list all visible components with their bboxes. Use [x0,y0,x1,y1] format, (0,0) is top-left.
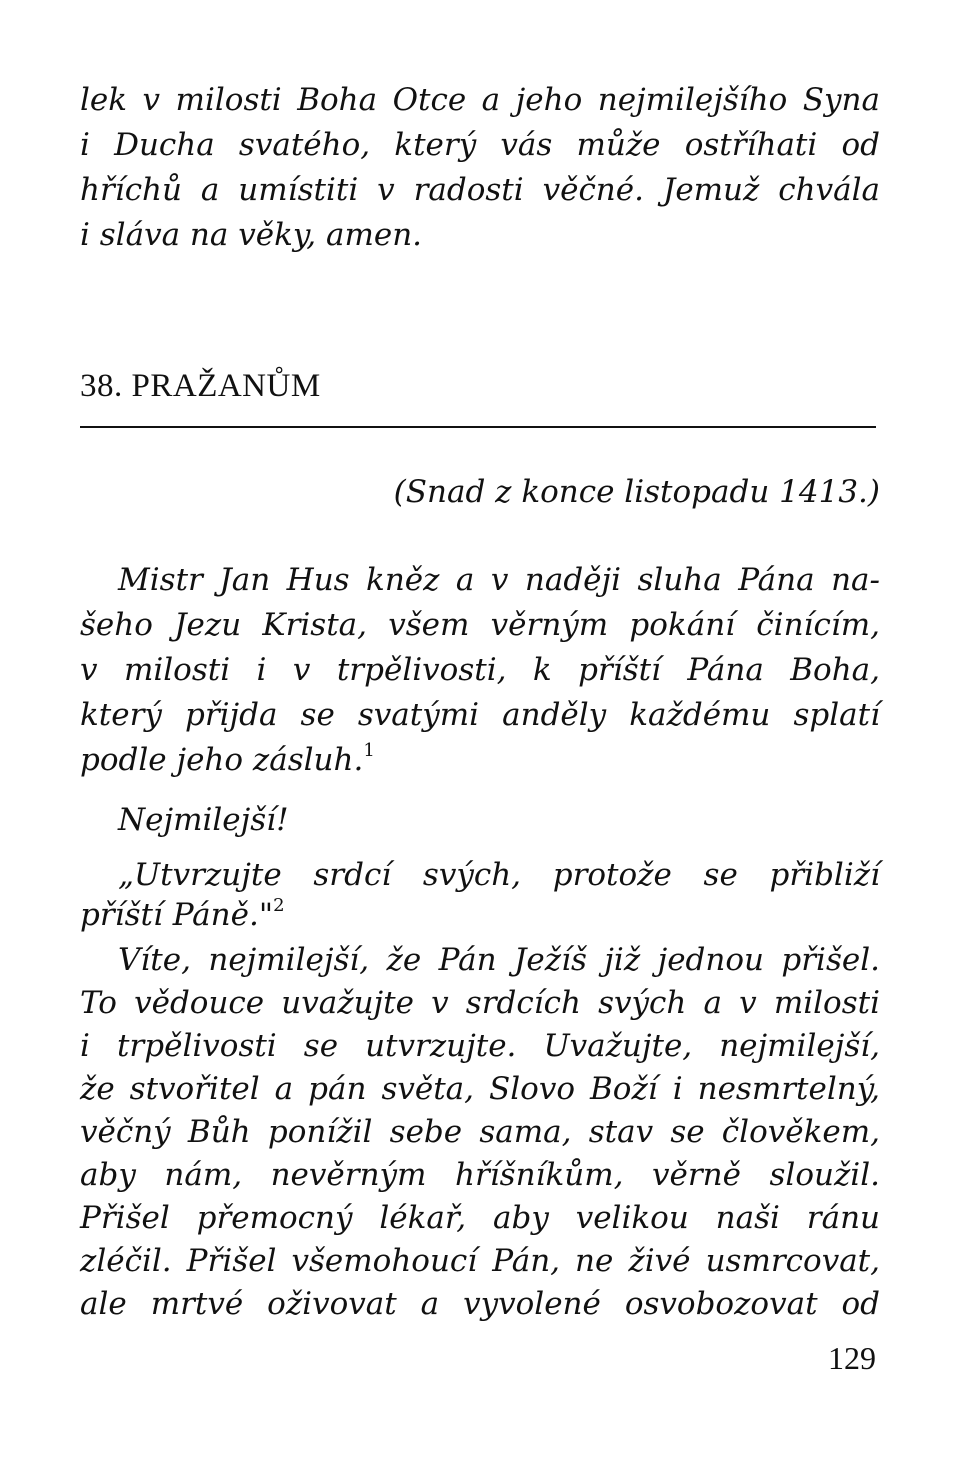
salutation-line-last [80,740,880,780]
heading-divider [80,426,876,428]
body-line: aby nám, nevěrným hříšníkům, věrně sloužil. [80,1157,880,1193]
body-line: Přišel přemocný lékař, aby velikou naši ránu [80,1200,880,1236]
continuation-line: hříchů a umístiti v radosti věčné. Jemuž chvála [80,172,880,208]
salutation-line: šeho Jezu Krista, všem věrným pokání činícím, [80,607,880,643]
body-line: že stvořitel a pán světa, Slovo Boží i nesmrtelný, [80,1071,880,1107]
quote-line-last [80,895,880,935]
footnote-mark: 1 [363,740,375,761]
book-page [80,0,880,1462]
salutation-text: podle jeho zásluh. [80,742,364,778]
quote-line: „Utvrzujte srdcí svých, protože se přibliží [118,857,880,893]
letter-greeting: Nejmilejší! [118,802,289,838]
salutation-line: Mistr Jan Hus kněz a v naději sluha Pána na- [118,562,880,598]
body-line: To vědouce uvažujte v srdcích svých a v milosti [80,985,880,1021]
letter-dateline: (Snad z konce listopadu 1413.) [393,474,880,510]
body-line: Víte, nejmilejší, že Pán Ježíš již jednou přišel. [118,942,880,978]
letter-heading: 38. PRAŽANŮM [80,368,321,404]
body-line: i trpělivosti se utvrzujte. Uvažujte, nejmilejší, [80,1028,880,1064]
salutation-line: v milosti i v trpělivosti, k příští Pána Boha, [80,652,880,688]
page-number: 129 [828,1340,876,1376]
continuation-line: i sláva na věky, amen. [80,217,423,253]
body-line: ale mrtvé oživovat a vyvolené osvobozovat od [80,1286,880,1322]
quote-text: příští Páně." [80,897,274,933]
footnote-mark: 2 [273,895,285,916]
body-line: zléčil. Přišel všemohoucí Pán, ne živé usmrcovat, [80,1243,880,1279]
continuation-line: i Ducha svatého, který vás může ostříhati od [80,127,880,163]
body-line: věčný Bůh ponížil sebe sama, stav se člověkem, [80,1114,880,1150]
continuation-line: lek v milosti Boha Otce a jeho nejmilejšího Syna [80,82,880,118]
salutation-line: který přijda se svatými anděly každému splatí [80,697,880,733]
